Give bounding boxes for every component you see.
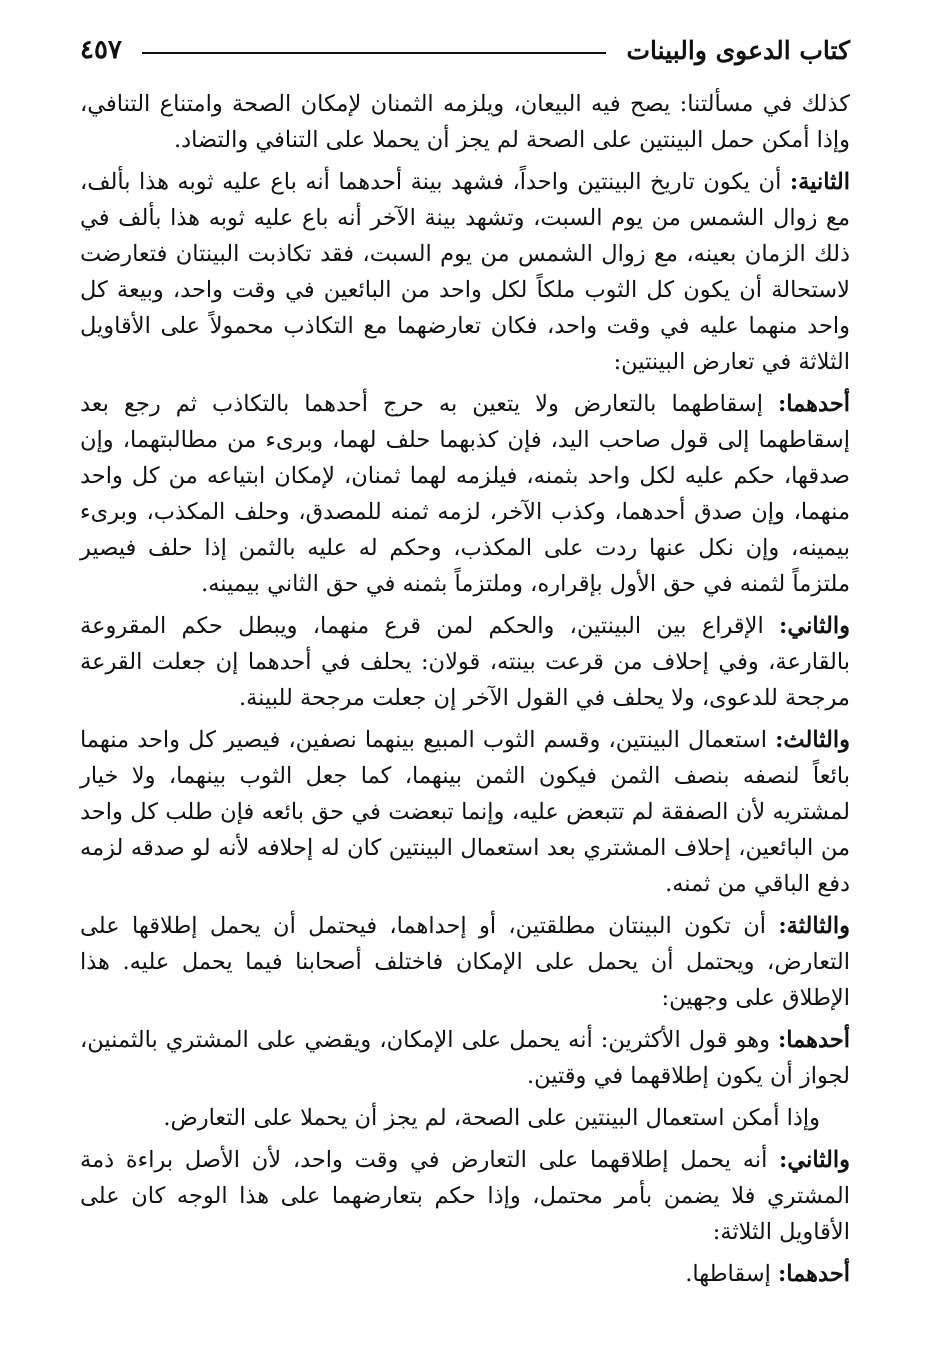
- paragraph-lead: أحدهما:: [777, 391, 850, 417]
- paragraph-text: استعمال البينتين، وقسم الثوب المبيع بينهما نصفين، فيصير كل واحد منهما بائعاً لنصفه بنصف الثمن فيكون الثمن بينهما، كما جعل الثوب بينهما، ولا خيار لمشتريه لأن الصفقة لم تتبعض عليه، وإنما تبعضت في حق بائعه فإن طلب كل واحد من البائعين، إحلاف المشتري بعد استعمال البينتين كان له إحلافه لأنه لو صدقه لزمه دفع الباقي من ثمنه.: [80, 727, 850, 897]
- paragraph-text: أن تكون البينتان مطلقتين، أو إحداهما، فيحتمل أن يحمل إطلاقها على التعارض، ويحتمل أن يحمل على الإمكان فاختلف أصحابنا فيما يحمل عليه. هذا الإطلاق على وجهين:: [80, 913, 850, 1011]
- paragraph-lead: والثالثة:: [778, 913, 850, 939]
- paragraph: [80, 1100, 850, 1136]
- paragraph: [80, 908, 850, 1016]
- paragraph-text: إسقاطها.: [685, 1261, 778, 1287]
- body-text: [80, 86, 850, 1292]
- paragraph-lead: والثاني:: [779, 613, 850, 639]
- paragraph-lead: والثالث:: [775, 727, 850, 753]
- page-number: ٤٥٧: [80, 35, 122, 65]
- paragraph: [80, 164, 850, 380]
- paragraph: [80, 608, 850, 716]
- paragraph-text: إسقاطهما بالتعارض ولا يتعين به حرج أحدهما بالتكاذب ثم رجع بعد إسقاطهما إلى قول صاحب اليد، فإن كذبهما حلف لهما، وبرىء من مطالبتهما، وإن صدقها، حكم عليه لكل واحد بثمنه، فيلزمه لهما ثمنان، لإمكان ابتياعه من كل واحد منهما، وإن صدق أحدهما، وكذب الآخر، لزمه ثمنه للمصدق، وحلف المكذب، وبرىء بيمينه، وإن نكل عنها ردت على المكذب، وحكم له عليه بالثمن إذا حلف فيصير ملتزماً لثمنه في حق الأول بإقراره، وملتزماً بثمنه في حق الثاني بيمينه.: [80, 391, 850, 597]
- paragraph-lead: أحدهما:: [777, 1027, 850, 1053]
- running-header: [80, 28, 850, 72]
- paragraph-text: الإقراع بين البينتين، والحكم لمن قرع منهما، ويبطل حكم المقروعة بالقارعة، وفي إحلاف من قرعت بينته، قولان: يحلف في أحدهما إن جعلت القرعة مرجحة للدعوى، ولا يحلف في القول الآخر إن جعلت مرجحة للبينة.: [80, 613, 850, 711]
- paragraph-text: وهو قول الأكثرين: أنه يحمل على الإمكان، ويقضي على المشتري بالثمنين، لجواز أن يكون إطلاقهما في وقتين.: [80, 1027, 850, 1089]
- header-rule: [142, 52, 607, 54]
- paragraph-text: وإذا أمكن استعمال البينتين على الصحة، لم يجز أن يحملا على التعارض.: [163, 1105, 820, 1131]
- header-title: كتاب الدعوى والبينات: [626, 35, 850, 65]
- paragraph-lead: الثانية:: [789, 169, 850, 195]
- paragraph-text: أن يكون تاريخ البينتين واحداً، فشهد بينة أحدهما أنه باع عليه ثوبه هذا بألف، مع زوال الشمس من يوم السبت، وتشهد بينة الآخر أنه باع عليه ثوبه هذا بألف في ذلك الزمان بعينه، مع زوال الشمس من يوم السبت، فقد تكاذبت البينتان فتعارضت لاستحالة أن يكون كل الثوب ملكاً لكل واحد من البائعين في وقت واحد، وبيعة كل واحد منهما عليه في وقت واحد، فكان تعارضهما مع التكاذب محمولاً على الأقاويل الثلاثة في تعارض البينتين:: [80, 169, 850, 375]
- paragraph-text: أنه يحمل إطلاقهما على التعارض في وقت واحد، لأن الأصل براءة ذمة المشتري فلا يضمن بأمر محتمل، وإذا حكم بتعارضهما على هذا الوجه كان على الأقاويل الثلاثة:: [80, 1147, 850, 1245]
- paragraph: [80, 1256, 850, 1292]
- paragraph: [80, 1022, 850, 1094]
- paragraph: [80, 722, 850, 902]
- paragraph: [80, 386, 850, 602]
- paragraph: [80, 86, 850, 158]
- paragraph-lead: والثاني:: [779, 1147, 850, 1173]
- paragraph-lead: أحدهما:: [777, 1261, 850, 1287]
- paragraph-text: كذلك في مسألتنا: يصح فيه البيعان، ويلزمه الثمنان لإمكان الصحة وامتناع التنافي، وإذا أمكن حمل البينتين على الصحة لم يجز أن يحملا على التنافي والتضاد.: [80, 91, 850, 153]
- paragraph: [80, 1142, 850, 1250]
